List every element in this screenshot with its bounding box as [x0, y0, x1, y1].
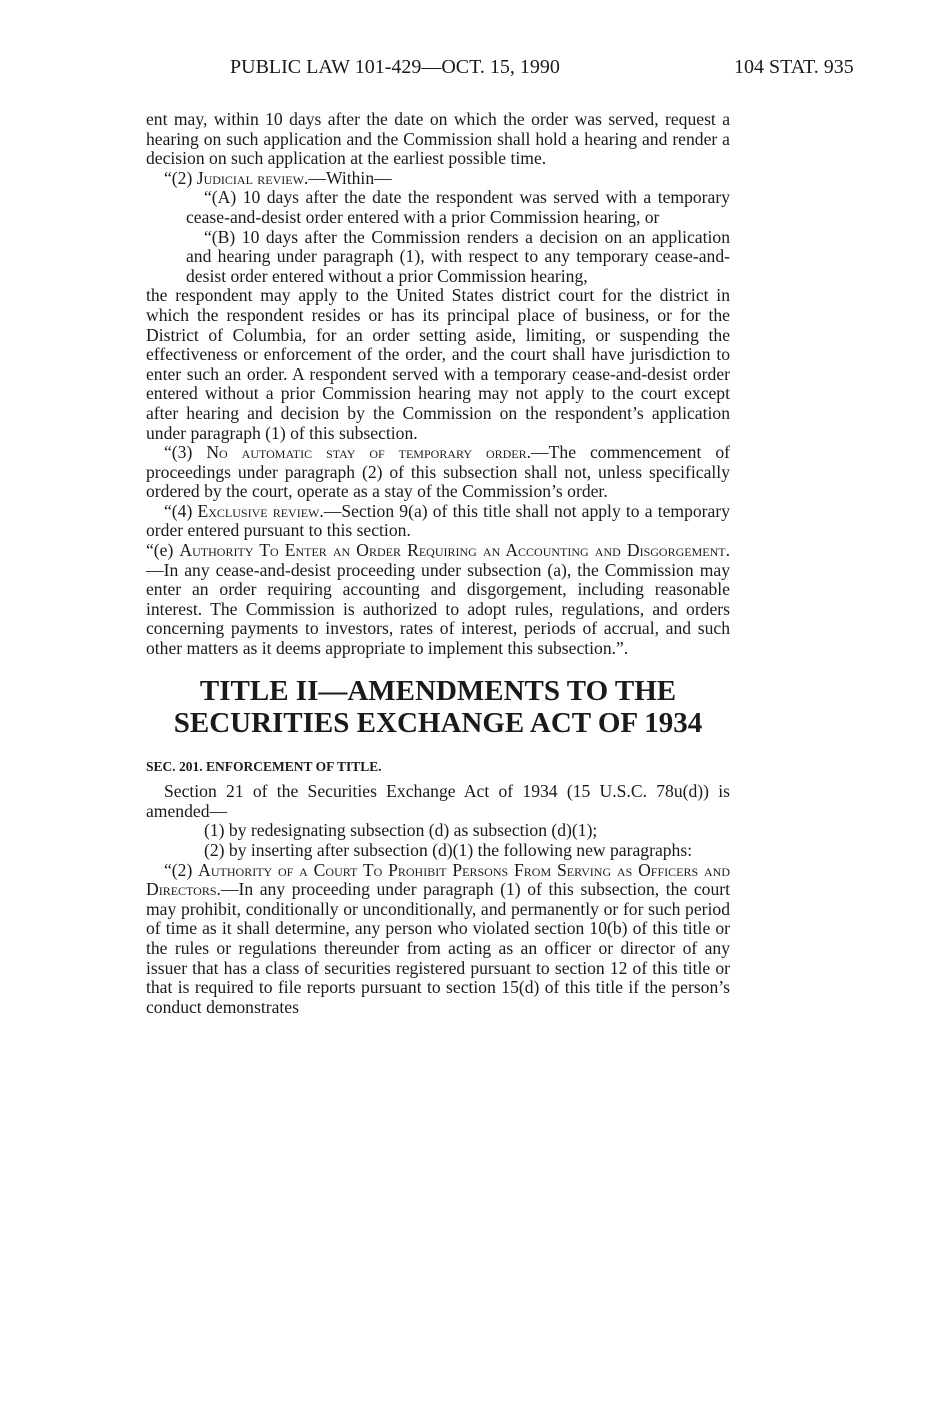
paragraph-no-automatic-stay: “(3) No automatic stay of temporary order.—The commencement of proceedings under paragraph (2) of this subsection shall not, unless specifically ordered by the court, operate as a stay of the Commission’s order.: [146, 442, 730, 502]
title-line-2: SECURITIES EXCHANGE ACT OF 1934: [173, 706, 703, 739]
running-header: [0, 56, 946, 86]
paragraph-respondent: the respondent may apply to the United States district court for the district in which the respondent resides or has its principal place of business, or for the District of Columbia, for an order setting aside, limiting, or suspending the effectiveness or enforcement of the order, and the court shall have jurisdiction to enter such an order. A respondent served with a temporary cease-and-desist order entered without a prior Commission hearing may not apply to the court except after hearing and decision by the Commission on the respondent’s application under paragraph (1) of this subsection.: [146, 285, 730, 443]
paragraph-section-21: Section 21 of the Securities Exchange Act of 1934 (15 U.S.C. 78u(d)) is amended—: [146, 781, 730, 821]
heading-prohibit-officers: Authority of a Court To Prohibit Persons From Serving as Officers and Directors: [146, 859, 730, 900]
paragraph-exclusive-review: “(4) Exclusive review.—Section 9(a) of this title shall not apply to a temporary order entered pursuant to this section.: [146, 500, 730, 541]
paragraph-accounting-disgorgement: “(e) Authority To Enter an Order Requiring an Accounting and Disgorgement.—In any cease-and-desist proceeding under subsection (a), the Commission may enter an order requiring accounting and disgorgement, including reasonable interest. The Commission is authorized to adopt rules, regulations, and orders concerning payments to investors, rates of interest, periods of accrual, and such other matters as it deems appropriate to implement this subsection.”.: [146, 540, 730, 659]
amendment-item-2: (2) by inserting after subsection (d)(1) the following new paragraphs:: [204, 840, 693, 860]
title-line-1: TITLE II—AMENDMENTS TO THE: [199, 674, 677, 707]
subparagraph-b: “(B) 10 days after the Commission renders a decision on an application and hearing under paragraph (1), with respect to any temporary cease-and-desist order entered without a prior Commission hearing,: [186, 226, 730, 286]
paragraph-judicial-review: “(2) Judicial review.—Within—: [164, 167, 392, 188]
paragraph-continuation: ent may, within 10 days after the date on which the order was served, request a hearing on such application and the Commission shall hold a hearing and render a decision on such application at the earliest possible time.: [146, 109, 730, 169]
header-title: PUBLIC LAW 101-429—OCT. 15, 1990: [230, 56, 560, 78]
body-text: [146, 110, 730, 1017]
header-page-number: 104 STAT. 935: [734, 56, 854, 78]
heading-judicial-review: Judicial review: [196, 167, 304, 188]
section-heading: SEC. 201. ENFORCEMENT OF TITLE.: [146, 758, 382, 774]
subparagraph-a: “(A) 10 days after the date the respondent was served with a temporary cease-and-desist order entered with a prior Commission hearing, or: [186, 187, 730, 227]
heading-no-automatic-stay: No automatic stay of temporary order: [206, 442, 527, 463]
title-heading: [146, 675, 730, 739]
amendment-item-1: (1) by redesignating subsection (d) as subsection (d)(1);: [204, 820, 598, 841]
heading-exclusive-review: Exclusive review: [197, 500, 320, 521]
heading-accounting-disgorgement: Authority To Enter an Order Requiring an Accounting and Disgorgement: [179, 540, 726, 561]
paragraph-prohibit-officers: “(2) Authority of a Court To Prohibit Persons From Serving as Officers and Directors.—In any proceeding under paragraph (1) of this subsection, the court may prohibit, conditionally or unconditionally, and permanently or for such period of time as it shall determine, any person who violated section 10(b) of this title or the rules or regulations thereunder from acting as an officer or director of any issuer that has a class of securities registered pursuant to section 12 of this title or that is required to file reports pursuant to section 15(d) of this title if the person’s conduct demonstrates: [146, 859, 730, 1017]
